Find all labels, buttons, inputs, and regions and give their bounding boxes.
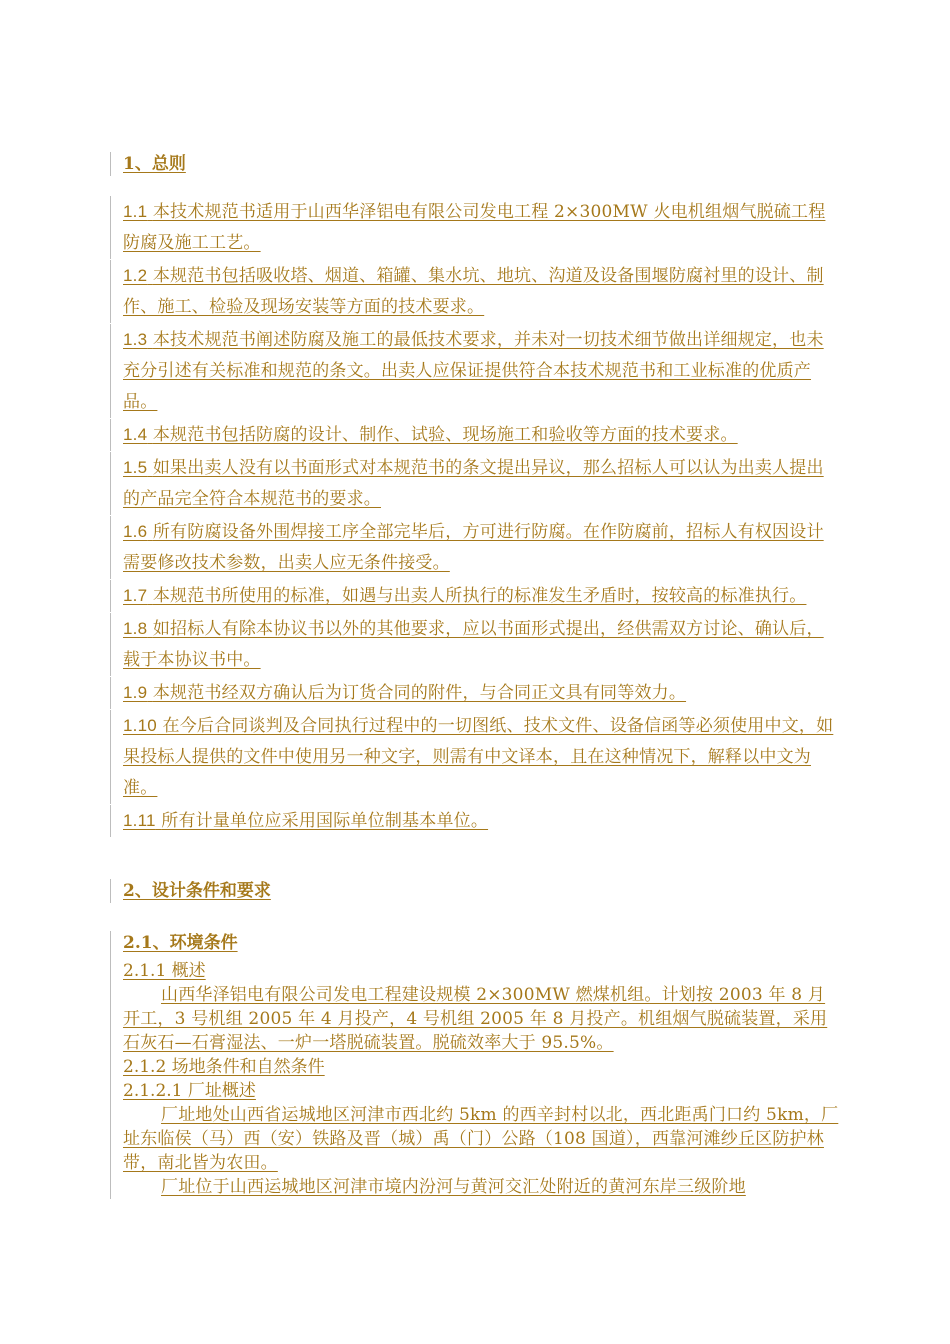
clause-number: 1.3 bbox=[123, 330, 148, 349]
clause-text: 所有计量单位应采用国际单位制基本单位。 bbox=[161, 811, 489, 831]
clause-item bbox=[110, 419, 840, 451]
clause-text: 在今后合同谈判及合同执行过程中的一切图纸、技术文件、设备信函等必须使用中文，如果投标人提供的文件中使用另一种文字，则需有中文译本，且在这种情况下，解释以中文为准。 bbox=[123, 716, 834, 798]
clause-item bbox=[110, 324, 840, 418]
section-1-items bbox=[110, 196, 840, 837]
section-2-1-heading: 2.1、环境条件 bbox=[123, 933, 238, 953]
clause-item bbox=[110, 805, 840, 837]
clause-number: 1.5 bbox=[123, 458, 148, 477]
section-1-heading: 1、总则 bbox=[110, 152, 840, 176]
clause-item bbox=[110, 260, 840, 323]
clause-number: 1.7 bbox=[123, 586, 148, 605]
section-2-1-block bbox=[110, 931, 840, 1199]
clause-number: 1.6 bbox=[123, 522, 148, 541]
clause-number: 1.1 bbox=[123, 202, 148, 221]
clause-text: 所有防腐设备外围焊接工序全部完毕后，方可进行防腐。在作防腐前，招标人有权因设计需要修改技术参数，出卖人应无条件接受。 bbox=[123, 522, 824, 573]
section-2-1-1-heading: 2.1.1 概述 bbox=[123, 961, 206, 981]
clause-number: 1.4 bbox=[123, 425, 148, 444]
section-2-1-1-paragraph: 山西华泽铝电有限公司发电工程建设规模 2×300MW 燃煤机组。计划按 2003 年 8 月开工，3 号机组 2005 年 4 月投产，4 号机组 2005 年 8 月投产。机组烟气脱硫装置，采用石灰石—石膏湿法、一炉一塔脱硫装置。脱硫效率大于 95.5%。 bbox=[123, 985, 828, 1053]
clause-text: 本规范书包括吸收塔、烟道、箱罐、集水坑、地坑、沟道及设备围堰防腐衬里的设计、制作、施工、检验及现场安装等方面的技术要求。 bbox=[123, 266, 824, 317]
clause-item bbox=[110, 516, 840, 579]
clause-text: 本技术规范书阐述防腐及施工的最低技术要求，并未对一切技术细节做出详细规定，也未充分引述有关标准和规范的条文。出卖人应保证提供符合本技术规范书和工业标准的优质产品。 bbox=[123, 330, 824, 412]
section-2-1-2-1-paragraph-2: 厂址位于山西运城地区河津市境内汾河与黄河交汇处附近的黄河东岸三级阶地 bbox=[161, 1177, 746, 1197]
clause-text: 如招标人有除本协议书以外的其他要求，应以书面形式提出，经供需双方讨论、确认后，载于本协议书中。 bbox=[123, 619, 824, 670]
clause-text: 本技术规范书适用于山西华泽铝电有限公司发电工程 2×300MW 火电机组烟气脱硫工程防腐及施工工艺。 bbox=[123, 202, 826, 253]
clause-text: 本规范书包括防腐的设计、制作、试验、现场施工和验收等方面的技术要求。 bbox=[152, 425, 738, 445]
clause-item bbox=[110, 710, 840, 804]
clause-item bbox=[110, 677, 840, 709]
clause-item bbox=[110, 613, 840, 676]
section-2-1-2-1-paragraph-1: 厂址地处山西省运城地区河津市西北约 5km 的西辛封村以北，西北距禹门口约 5km，厂址东临侯（马）西（安）铁路及晋（城）禹（门）公路（108 国道），西靠河滩纱丘区防护林带，南北皆为农田。 bbox=[123, 1105, 839, 1173]
clause-item bbox=[110, 196, 840, 259]
clause-text: 如果出卖人没有以书面形式对本规范书的条文提出异议，那么招标人可以认为出卖人提出的产品完全符合本规范书的要求。 bbox=[123, 458, 824, 509]
clause-text: 本规范书经双方确认后为订货合同的附件，与合同正文具有同等效力。 bbox=[152, 683, 687, 703]
clause-item bbox=[110, 452, 840, 515]
section-2-1-2-heading: 2.1.2 场地条件和自然条件 bbox=[123, 1057, 325, 1077]
clause-text: 本规范书所使用的标准，如遇与出卖人所执行的标准发生矛盾时，按较高的标准执行。 bbox=[152, 586, 807, 606]
document-body bbox=[110, 0, 840, 1199]
section-2-heading: 2、设计条件和要求 bbox=[110, 879, 840, 903]
clause-number: 1.11 bbox=[123, 811, 156, 830]
clause-number: 1.10 bbox=[123, 716, 157, 735]
clause-number: 1.9 bbox=[123, 683, 148, 702]
clause-number: 1.2 bbox=[123, 266, 148, 285]
section-2-1-2-1-heading: 2.1.2.1 厂址概述 bbox=[123, 1081, 256, 1101]
clause-number: 1.8 bbox=[123, 619, 148, 638]
clause-item bbox=[110, 580, 840, 612]
